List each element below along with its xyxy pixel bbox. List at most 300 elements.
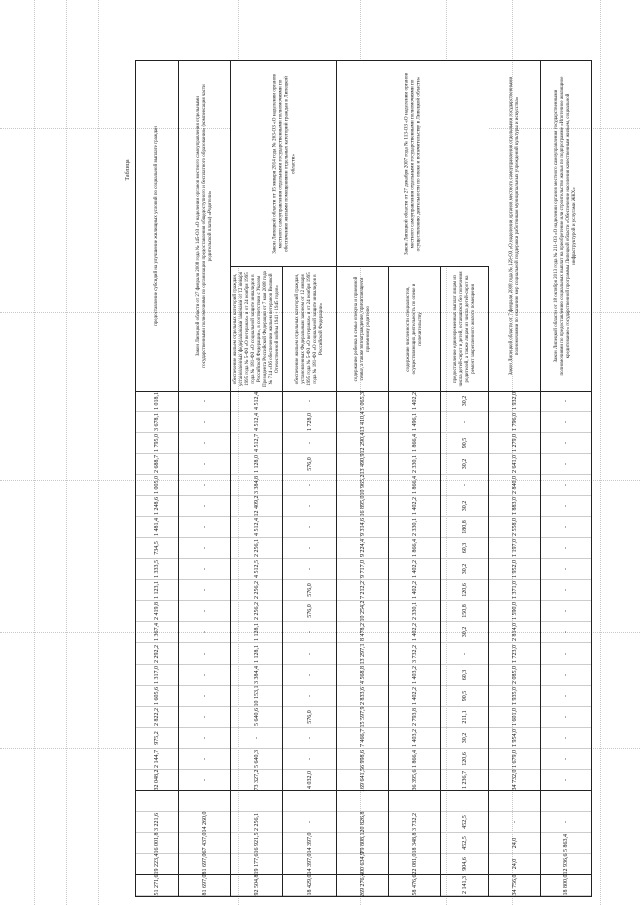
cell-value: 2 330,1 [411, 455, 418, 474]
table-cell [136, 601, 178, 622]
cell-value: 1 402,2 [411, 497, 418, 516]
table-cell [489, 433, 540, 454]
cell-value: 3 384,8 [253, 476, 260, 495]
cell-value: 22 081,0 [411, 853, 418, 875]
table-cell [389, 622, 440, 643]
table-cell [441, 538, 488, 559]
table-cell [283, 433, 336, 454]
cell-value: - [563, 421, 569, 424]
table-cell [441, 875, 488, 896]
cell-value: 79 808,1 [359, 832, 366, 854]
cell-value: 81 697,0 [201, 853, 208, 875]
table-cell [337, 538, 388, 559]
table-cell [136, 791, 178, 812]
table-cell [541, 433, 591, 454]
table-cell [337, 767, 388, 792]
table-cell [136, 538, 178, 559]
header-col9: Закон Липецкой области от 18 октября 2013 года № 211-ОЗ «О наделении органов местного самоуправления государственными полномочиями по предоставлению социальных выплат на приобретение или строительство жилья по подпрограмме «Ипотечное жилищное кредитование» государственной программы Липецкой области «Обеспечение населения качественным жильем, социальной инфраструктурой и услугами ЖКХ» [554, 76, 577, 376]
table-cell [389, 454, 440, 475]
table-cell [179, 580, 230, 601]
table-cell [441, 665, 488, 686]
header-group-housing: Закон Липецкой области от 15 января 2014 года № 263-ОЗ «О наделении органов местного самоуправления отдельными государственными полномочиями по обеспечению жилыми помещениями отдельных категорий граждан в Липецкой области» [230, 61, 337, 267]
cell-value: 1 371,0 [511, 581, 518, 600]
table-cell [283, 580, 336, 601]
cell-value: 10 153,1 [253, 685, 260, 707]
table-cell [337, 517, 388, 538]
cell-value: 34 756,0 [511, 874, 518, 896]
table-cell [283, 728, 336, 749]
table-cell [136, 433, 178, 454]
cell-value: 1 128,0 [253, 455, 260, 474]
table-cell [337, 412, 388, 433]
table-cell [179, 854, 230, 875]
guide-line [66, 0, 67, 905]
table-cell [541, 833, 591, 854]
table-cell [337, 391, 388, 412]
table-cell [337, 601, 388, 622]
cell-value: 1 236,7 [461, 770, 468, 789]
cell-value: 19 177,6 [253, 853, 260, 875]
table-cell [489, 686, 540, 707]
table-cell [283, 875, 336, 896]
table-cell [136, 475, 178, 496]
cell-value: 32 048,2 [154, 769, 160, 791]
table-cell [389, 496, 440, 517]
cell-value: 1 866,4 [411, 434, 418, 453]
table-cell [337, 812, 388, 833]
cell-value: - [201, 568, 208, 571]
cell-value: - [563, 589, 569, 592]
table-cell [283, 454, 336, 475]
table-cell [489, 644, 540, 665]
table-cell [489, 517, 540, 538]
table-cell [441, 622, 488, 643]
table-cell [179, 538, 230, 559]
table-cell [489, 496, 540, 517]
table-cell [231, 475, 282, 496]
table-cell [337, 707, 388, 728]
table-cell [179, 707, 230, 728]
cell-value: 1 128,1 [253, 644, 260, 663]
table-cell [489, 728, 540, 749]
cell-value: 15 597,9 [359, 706, 366, 728]
cell-value: 1 128,1 [253, 623, 260, 642]
cell-value: 452,5 [461, 815, 468, 829]
cell-value: 5 065,3 [359, 392, 366, 411]
cell-value: 1 402,2 [411, 560, 418, 579]
table-cell [337, 580, 388, 601]
cell-value: 1 866,4 [411, 539, 418, 558]
cell-value: 12 290,4 [359, 432, 366, 454]
table-cell [231, 433, 282, 454]
cell-value: 2 256,1 [253, 812, 260, 831]
cell-value: 34 732,0 [511, 769, 518, 791]
cell-value: 2 558,0 [511, 518, 518, 537]
cell-value: 92 504,8 [253, 874, 260, 896]
cell-value: 1 367,4 [154, 623, 160, 642]
table-cell [179, 665, 230, 686]
cell-value: 30,2 [461, 732, 468, 743]
table-cell [441, 454, 488, 475]
table-cell [389, 580, 440, 601]
cell-value: 734,5 [154, 541, 160, 556]
table-cell [179, 770, 230, 791]
cell-value: 1 481,4 [154, 518, 160, 537]
table-cell [136, 728, 178, 749]
table-cell [283, 412, 336, 433]
cell-value: 1 279,0 [511, 434, 518, 453]
cell-value: 13 297,1 [359, 643, 366, 665]
cell-value: 169 641,5 [359, 767, 366, 792]
cell-value: - [563, 400, 569, 403]
cell-value: 1 403,2 [411, 728, 418, 747]
cell-value: 180,8 [461, 520, 468, 535]
table-cell [441, 644, 488, 665]
budget-table [135, 60, 592, 897]
table-cell [231, 559, 282, 580]
table-cell [489, 854, 540, 875]
cell-value: 1 590,0 [511, 602, 518, 621]
table-cell [231, 454, 282, 475]
cell-value: 51 271,6 [154, 874, 160, 896]
cell-value: 1 403,2 [411, 665, 418, 684]
table-cell [337, 559, 388, 580]
table-cell [231, 622, 282, 643]
cell-value: 90,5 [461, 437, 468, 449]
cell-value: 1 402,2 [411, 581, 418, 600]
table-cell [231, 391, 282, 412]
table-cell [389, 644, 440, 665]
cell-value: - [306, 442, 313, 445]
table-cell [231, 496, 282, 517]
table-cell [231, 644, 282, 665]
table-cell [389, 833, 440, 854]
cell-value: 4 568,8 [359, 665, 366, 684]
cell-value: 58 476,6 [411, 874, 418, 896]
table-cell [441, 707, 488, 728]
table-cell [541, 686, 591, 707]
table-cell [489, 454, 540, 475]
cell-value: 4 512,5 [253, 560, 260, 579]
table-cell [541, 770, 591, 791]
cell-value: 2 256,2 [253, 581, 260, 600]
table-cell [337, 851, 388, 876]
table-cell [389, 728, 440, 749]
continuation-label: Таблица [125, 159, 131, 181]
cell-value: - [306, 568, 313, 571]
cell-value: 4 512,7 [253, 434, 260, 453]
table-cell [231, 538, 282, 559]
cell-value: 1 728,0 [306, 413, 313, 432]
table-cell [136, 833, 178, 854]
table-cell [541, 749, 591, 770]
header-col3: обеспечение жильем отдельных категорий граждан, установленных федеральными законами от 12 января 1995 года № 5-ФЗ «О ветеранах» и от 24 ноября 1995 года № 181-ФЗ «О социальной защите инвалидов в Российской Федерации», в соответствии с Указом Президента Российской Федерации от 7 мая 2008 года № 714 «Об обеспечении жильем ветеранов Великой Отечественной войны 1941 - 1945 годов» [232, 270, 280, 387]
cell-value: 1 123,1 [154, 581, 160, 600]
cell-value: - [201, 757, 208, 760]
table-cell [441, 791, 488, 812]
column-8 [488, 61, 540, 896]
cell-value: - [306, 484, 313, 487]
cell-value: - [306, 526, 313, 529]
guide-line [600, 0, 601, 905]
cell-value: - [201, 547, 208, 550]
table-cell [337, 665, 388, 686]
table-cell [337, 496, 388, 517]
table-cell [179, 391, 230, 412]
table-cell [337, 475, 388, 496]
table-cell [389, 475, 440, 496]
cell-value: 30,2 [461, 395, 468, 407]
cell-value: 1 317,0 [154, 665, 160, 684]
cell-value: - [563, 631, 569, 634]
header-col8: Закон Липецкой области от 7 февраля 2008 года № 129-ОЗ «О наделении органов местного самоуправления отдельными государственными полномочиями по оказанию мер социальной поддержки работникам муниципальных учреждений культуры и искусства» [508, 76, 520, 376]
table-cell [179, 601, 230, 622]
cell-value: 1 601,0 [511, 707, 518, 726]
cell-value: 10 965,2 [359, 474, 366, 496]
cell-value: 576,0 [306, 583, 313, 598]
cell-value: - [201, 421, 208, 424]
cell-value: 1 954,0 [511, 728, 518, 747]
table-cell [179, 496, 230, 517]
table-cell [389, 812, 440, 833]
table-cell [337, 728, 388, 749]
table-cell [283, 496, 336, 517]
table-cell [441, 580, 488, 601]
table-cell [179, 749, 230, 770]
cell-value: 24,0 [511, 858, 518, 870]
table-cell [389, 391, 440, 412]
cell-value: 2 256,2 [253, 602, 260, 621]
table-cell [441, 559, 488, 580]
cell-value: - [201, 463, 208, 466]
header-col5: содержание ребенка в семье опекуна и приемной семье, а также вознаграждение, причитающееся приемному родителю [353, 276, 371, 381]
cell-value: - [306, 736, 313, 739]
table-cell [441, 475, 488, 496]
cell-value: - [201, 778, 208, 781]
cell-value: 30,2 [461, 458, 468, 470]
cell-value: 120,6 [461, 751, 468, 766]
cell-value: 4 512,4 [253, 413, 260, 432]
table-cell [179, 833, 230, 854]
table-cell [441, 833, 488, 854]
cell-value: 18 429,0 [306, 874, 313, 896]
table-cell [136, 412, 178, 433]
cell-value: 1 795,0 [154, 434, 160, 453]
table-cell [136, 580, 178, 601]
table-cell [179, 454, 230, 475]
table-cell [283, 791, 336, 812]
table-cell [179, 475, 230, 496]
cell-value: 1 866,4 [411, 476, 418, 495]
table-cell [231, 580, 282, 601]
table-cell [489, 391, 540, 412]
cell-value: - [461, 421, 468, 424]
table-cell [541, 707, 591, 728]
header-col7: предоставление единовременных выплат лицам из числа детей-сирот и детей, оставшихся без попечения родителей, а также лицам из числа детей-сирот на ремонт закрепленного жилого помещения [452, 270, 476, 387]
table-cell [283, 770, 336, 791]
cell-value: - [201, 505, 208, 508]
cell-value: 13 490,9 [359, 453, 366, 475]
table-cell [231, 812, 282, 833]
cell-value: - [306, 757, 313, 760]
cell-value: - [306, 505, 313, 508]
cell-value: - [563, 526, 569, 529]
table-cell [337, 791, 388, 812]
table-cell [337, 833, 388, 854]
table-cell [179, 686, 230, 707]
table-cell [231, 833, 282, 854]
table-cell [231, 686, 282, 707]
table-cell [283, 854, 336, 875]
guide-line [98, 0, 99, 905]
table-cell [136, 559, 178, 580]
cell-value: 100 634,9 [359, 851, 366, 876]
cell-value: - [201, 610, 208, 613]
cell-value: 8 478,2 [359, 623, 366, 642]
cell-value: - [201, 652, 208, 655]
table-cell [283, 833, 336, 854]
table-cell [389, 601, 440, 622]
table-cell [231, 770, 282, 791]
table-cell [441, 412, 488, 433]
cell-value: 2 793,8 [411, 707, 418, 726]
table-cell [136, 770, 178, 791]
cell-value: 3 384,4 [253, 665, 260, 684]
table-cell [541, 391, 591, 412]
cell-value: 81 697,0 [201, 874, 208, 896]
table-cell [231, 749, 282, 770]
table-cell [283, 749, 336, 770]
cell-value: 2 641,0 [511, 455, 518, 474]
table-cell [489, 770, 540, 791]
cell-value: - [563, 778, 569, 781]
cell-value: 576,0 [306, 457, 313, 471]
table-cell [441, 433, 488, 454]
cell-value: 3 732,2 [411, 812, 418, 831]
cell-value: 30,2 [461, 500, 468, 512]
table-cell [541, 517, 591, 538]
table-cell [136, 854, 178, 875]
table-cell [136, 665, 178, 686]
cell-value: - [201, 484, 208, 487]
cell-value: - [201, 631, 208, 634]
table-cell [389, 791, 440, 812]
table-cell [283, 812, 336, 833]
cell-value: 1 333,5 [154, 560, 160, 579]
table-cell [231, 875, 282, 896]
cell-value: 12 936,6 [563, 853, 569, 875]
cell-value: - [563, 547, 569, 550]
cell-value: 1 605,6 [154, 686, 160, 705]
table-cell [541, 854, 591, 875]
cell-value: - [201, 589, 208, 592]
table-cell [283, 391, 336, 412]
table-cell [389, 517, 440, 538]
table-cell [337, 749, 388, 770]
cell-value: - [563, 442, 569, 445]
cell-value: - [201, 694, 208, 697]
cell-value: 3 221,6 [154, 812, 160, 831]
cell-value: 2 256,1 [253, 539, 260, 558]
cell-value: 60,3 [461, 543, 468, 554]
table-cell [541, 454, 591, 475]
table-cell [541, 665, 591, 686]
cell-value: - [306, 547, 313, 550]
table-cell [441, 728, 488, 749]
header-col2: Закон Липецкой области от 27 февраля 2008 года № 145-ОЗ «О наделении органов местного самоуправления отдельными государственными полномочиями по организации предоставления общедоступного и бесплатного образования» (компенсация части родительской платы) «Родители» [195, 84, 213, 368]
cell-value: 13 410,4 [359, 411, 366, 433]
table-cell [231, 728, 282, 749]
table-cell [441, 601, 488, 622]
table-cell [136, 644, 178, 665]
table-cell [231, 412, 282, 433]
cell-value: 7 212,2 [359, 581, 366, 600]
cell-value: 20 826,8 [359, 811, 366, 833]
table-cell [337, 622, 388, 643]
cell-value: 2 141,3 [461, 875, 468, 894]
table-cell [283, 601, 336, 622]
cell-value: 2 840,0 [511, 476, 518, 495]
table-cell [489, 833, 540, 854]
cell-value: 4 032,0 [306, 770, 313, 789]
table-cell [489, 622, 540, 643]
table-cell [136, 875, 178, 896]
table-cell [389, 686, 440, 707]
table-cell [541, 559, 591, 580]
cell-value: 1 005,0 [154, 476, 160, 495]
table-cell [541, 812, 591, 833]
table-cell [541, 875, 591, 896]
cell-value: 1 679,0 [511, 749, 518, 768]
table-cell [489, 875, 540, 896]
cell-value: 9 314,6 [359, 518, 366, 537]
table-cell [541, 644, 591, 665]
table-cell [179, 622, 230, 643]
cell-value: - [563, 673, 569, 676]
cell-value: 5 863,4 [563, 833, 569, 852]
cell-value: 2 814,0 [511, 623, 518, 642]
table-cell [179, 812, 230, 833]
table-cell [489, 665, 540, 686]
cell-value: - [201, 715, 208, 718]
column-9 [540, 61, 591, 896]
cell-value: 1 866,4 [411, 749, 418, 768]
table-cell [441, 391, 488, 412]
table-cell [136, 749, 178, 770]
table-cell [283, 538, 336, 559]
table-cell [136, 496, 178, 517]
table-cell [283, 644, 336, 665]
table-cell [489, 791, 540, 812]
table-cell [231, 791, 282, 812]
cell-value: - [511, 820, 518, 823]
cell-value: 975,2 [154, 730, 160, 745]
cell-value: 150,8 [461, 604, 468, 619]
cell-value: 1 723,0 [511, 644, 518, 663]
cell-value: 1 796,0 [511, 413, 518, 432]
cell-value: - [563, 463, 569, 466]
table-cell [541, 791, 591, 812]
cell-value: 3 678,1 [154, 413, 160, 432]
cell-value: - [461, 652, 468, 655]
cell-value: 120,6 [461, 583, 468, 598]
cell-value: 2 144,7 [154, 749, 160, 768]
table-cell [179, 875, 230, 896]
table-cell [389, 538, 440, 559]
table-cell [441, 496, 488, 517]
table-cell [179, 728, 230, 749]
cell-value: 30,2 [461, 564, 468, 575]
